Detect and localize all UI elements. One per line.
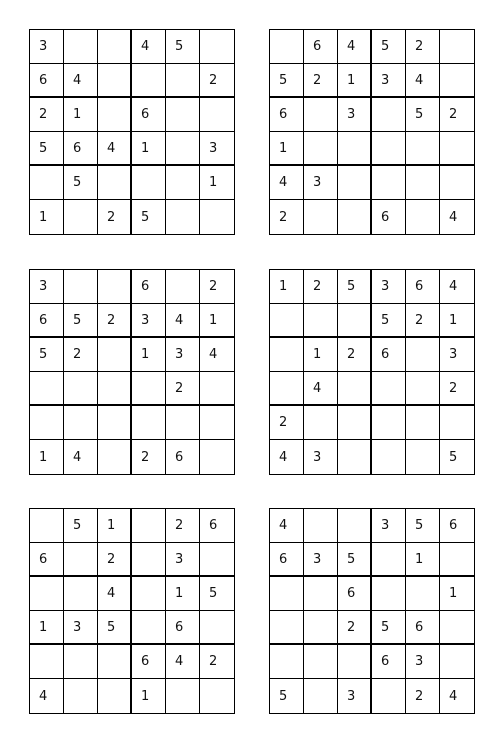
sudoku-cell[interactable]: 4 xyxy=(440,270,474,304)
sudoku-cell[interactable]: 2 xyxy=(200,645,234,679)
sudoku-cell[interactable]: 1 xyxy=(30,611,64,645)
sudoku-cell[interactable]: 5 xyxy=(406,98,440,132)
sudoku-cell[interactable] xyxy=(200,679,234,713)
sudoku-cell[interactable] xyxy=(30,406,64,440)
sudoku-cell[interactable]: 2 xyxy=(98,200,132,234)
sudoku-cell[interactable] xyxy=(440,166,474,200)
sudoku-cell[interactable] xyxy=(304,645,338,679)
sudoku-cell[interactable] xyxy=(372,98,406,132)
sudoku-cell[interactable] xyxy=(166,64,200,98)
sudoku-cell[interactable] xyxy=(338,132,372,166)
sudoku-cell[interactable] xyxy=(64,577,98,611)
sudoku-cell[interactable] xyxy=(372,577,406,611)
sudoku-cell[interactable] xyxy=(30,166,64,200)
sudoku-cell[interactable] xyxy=(406,440,440,474)
sudoku-cell[interactable]: 2 xyxy=(270,200,304,234)
sudoku-cell[interactable]: 5 xyxy=(372,611,406,645)
sudoku-cell[interactable] xyxy=(64,372,98,406)
sudoku-cell[interactable] xyxy=(98,372,132,406)
sudoku-cell[interactable]: 1 xyxy=(132,338,166,372)
sudoku-cell[interactable]: 3 xyxy=(372,509,406,543)
sudoku-cell[interactable] xyxy=(406,166,440,200)
sudoku-cell[interactable] xyxy=(372,543,406,577)
sudoku-cell[interactable]: 5 xyxy=(132,200,166,234)
sudoku-cell[interactable] xyxy=(406,406,440,440)
sudoku-cell[interactable]: 5 xyxy=(64,304,98,338)
sudoku-cell[interactable]: 6 xyxy=(338,577,372,611)
sudoku-cell[interactable] xyxy=(440,406,474,440)
sudoku-cell[interactable] xyxy=(98,679,132,713)
sudoku-cell[interactable]: 3 xyxy=(338,679,372,713)
sudoku-cell[interactable]: 5 xyxy=(372,304,406,338)
sudoku-cell[interactable] xyxy=(270,577,304,611)
sudoku-cell[interactable] xyxy=(98,166,132,200)
sudoku-cell[interactable]: 2 xyxy=(406,304,440,338)
sudoku-cell[interactable] xyxy=(338,372,372,406)
sudoku-cell[interactable] xyxy=(270,645,304,679)
sudoku-cell[interactable] xyxy=(304,98,338,132)
sudoku-cell[interactable]: 6 xyxy=(30,304,64,338)
sudoku-cell[interactable]: 5 xyxy=(372,30,406,64)
sudoku-cell[interactable]: 3 xyxy=(304,166,338,200)
sudoku-cell[interactable]: 6 xyxy=(132,98,166,132)
sudoku-cell[interactable] xyxy=(304,406,338,440)
sudoku-cell[interactable] xyxy=(98,98,132,132)
sudoku-cell[interactable]: 6 xyxy=(64,132,98,166)
sudoku-cell[interactable] xyxy=(132,543,166,577)
sudoku-cell[interactable]: 2 xyxy=(64,338,98,372)
sudoku-cell[interactable]: 3 xyxy=(338,98,372,132)
sudoku-cell[interactable]: 6 xyxy=(132,270,166,304)
sudoku-cell[interactable] xyxy=(166,679,200,713)
sudoku-cell[interactable]: 4 xyxy=(338,30,372,64)
sudoku-puzzle-5 xyxy=(29,508,235,714)
sudoku-cell[interactable] xyxy=(98,406,132,440)
sudoku-cell[interactable] xyxy=(304,577,338,611)
sudoku-cell[interactable] xyxy=(30,577,64,611)
sudoku-cell[interactable] xyxy=(304,304,338,338)
sudoku-cell[interactable]: 3 xyxy=(304,543,338,577)
sudoku-cell[interactable] xyxy=(98,645,132,679)
sudoku-cell[interactable] xyxy=(270,338,304,372)
sudoku-cell[interactable]: 1 xyxy=(270,132,304,166)
sudoku-cell[interactable] xyxy=(98,64,132,98)
sudoku-cell[interactable]: 2 xyxy=(98,304,132,338)
sudoku-cell[interactable]: 4 xyxy=(132,30,166,64)
sudoku-cell[interactable] xyxy=(132,64,166,98)
sudoku-cell[interactable] xyxy=(200,200,234,234)
sudoku-cell[interactable]: 2 xyxy=(338,611,372,645)
sudoku-cell[interactable]: 6 xyxy=(406,611,440,645)
sudoku-cell[interactable]: 4 xyxy=(200,338,234,372)
sudoku-cell[interactable] xyxy=(372,440,406,474)
sudoku-cell[interactable] xyxy=(406,338,440,372)
sudoku-cell[interactable] xyxy=(304,132,338,166)
sudoku-cell[interactable] xyxy=(372,406,406,440)
sudoku-cell[interactable]: 1 xyxy=(30,440,64,474)
sudoku-cell[interactable]: 2 xyxy=(440,372,474,406)
sudoku-cell[interactable] xyxy=(132,166,166,200)
sudoku-cell[interactable] xyxy=(372,132,406,166)
sudoku-cell[interactable]: 1 xyxy=(440,577,474,611)
sudoku-cell[interactable]: 3 xyxy=(64,611,98,645)
sudoku-cell[interactable]: 3 xyxy=(30,30,64,64)
sudoku-cell[interactable] xyxy=(372,679,406,713)
sudoku-cell[interactable]: 4 xyxy=(406,64,440,98)
sudoku-cell[interactable]: 4 xyxy=(98,132,132,166)
sudoku-cell[interactable]: 1 xyxy=(338,64,372,98)
sudoku-cell[interactable]: 6 xyxy=(166,440,200,474)
sudoku-cell[interactable] xyxy=(64,645,98,679)
sudoku-cell[interactable]: 5 xyxy=(270,679,304,713)
sudoku-cell[interactable]: 1 xyxy=(200,166,234,200)
sudoku-cell[interactable]: 5 xyxy=(338,270,372,304)
sudoku-cell[interactable]: 5 xyxy=(406,509,440,543)
sudoku-cell[interactable]: 6 xyxy=(132,645,166,679)
sudoku-cell[interactable]: 6 xyxy=(270,98,304,132)
sudoku-cell[interactable]: 4 xyxy=(449,688,458,704)
sudoku-cell[interactable] xyxy=(200,372,234,406)
sudoku-cell[interactable] xyxy=(304,509,338,543)
sudoku-cell[interactable] xyxy=(166,98,200,132)
sudoku-cell[interactable] xyxy=(166,200,200,234)
sudoku-cell[interactable] xyxy=(372,372,406,406)
sudoku-cell[interactable]: 1 xyxy=(304,338,338,372)
sudoku-cell[interactable]: 2 xyxy=(406,30,440,64)
sudoku-cell[interactable]: 1 xyxy=(440,304,474,338)
sudoku-cell[interactable]: 2 xyxy=(98,543,132,577)
sudoku-cell[interactable] xyxy=(304,200,338,234)
sudoku-cell[interactable]: 1 xyxy=(406,543,440,577)
sudoku-cell[interactable] xyxy=(406,577,440,611)
sudoku-cell[interactable]: 1 xyxy=(98,509,132,543)
sudoku-cell[interactable]: 4 xyxy=(98,577,132,611)
sudoku-cell[interactable]: 4 xyxy=(64,440,98,474)
sudoku-cell[interactable] xyxy=(338,645,372,679)
sudoku-cell[interactable] xyxy=(338,166,372,200)
sudoku-cell[interactable] xyxy=(406,200,440,234)
sudoku-cell[interactable]: 3 xyxy=(200,132,234,166)
sudoku-cell[interactable]: 6 xyxy=(440,509,474,543)
sudoku-cell[interactable] xyxy=(406,372,440,406)
sudoku-cell[interactable]: 3 xyxy=(166,338,200,372)
sudoku-cell[interactable] xyxy=(200,440,234,474)
sudoku-cell[interactable] xyxy=(338,509,372,543)
sudoku-cell[interactable]: 2 xyxy=(30,98,64,132)
sudoku-cell[interactable]: 3 xyxy=(132,304,166,338)
sudoku-cell[interactable]: 3 xyxy=(406,645,440,679)
sudoku-cell[interactable] xyxy=(440,30,474,64)
sudoku-cell[interactable] xyxy=(98,270,132,304)
sudoku-cell[interactable]: 2 xyxy=(166,372,200,406)
sudoku-cell[interactable] xyxy=(338,200,372,234)
sudoku-cell[interactable] xyxy=(132,372,166,406)
sudoku-cell[interactable] xyxy=(338,304,372,338)
sudoku-cell[interactable] xyxy=(166,270,200,304)
sudoku-cell[interactable]: 3 xyxy=(440,338,474,372)
sudoku-cell[interactable] xyxy=(166,132,200,166)
sudoku-cell[interactable]: 1 xyxy=(200,304,234,338)
sudoku-cell[interactable]: 5 xyxy=(200,577,234,611)
sudoku-cell[interactable] xyxy=(200,30,234,64)
sudoku-cell[interactable] xyxy=(304,679,338,713)
sudoku-cell[interactable]: 4 xyxy=(270,440,304,474)
sudoku-cell[interactable]: 2 xyxy=(270,406,304,440)
sudoku-cell[interactable]: 5 xyxy=(338,543,372,577)
sudoku-cell[interactable]: 6 xyxy=(200,509,234,543)
sudoku-cell[interactable] xyxy=(200,98,234,132)
sudoku-cell[interactable]: 1 xyxy=(132,132,166,166)
sudoku-cell[interactable] xyxy=(30,372,64,406)
sudoku-cell[interactable] xyxy=(98,440,132,474)
sudoku-cell[interactable]: 2 xyxy=(132,440,166,474)
sudoku-cell[interactable]: 6 xyxy=(270,543,304,577)
sudoku-cell[interactable] xyxy=(64,270,98,304)
sudoku-cell[interactable]: 6 xyxy=(30,64,64,98)
sudoku-cell[interactable]: 5 xyxy=(270,64,304,98)
sudoku-cell[interactable] xyxy=(64,543,98,577)
sudoku-cell[interactable] xyxy=(64,200,98,234)
sudoku-cell[interactable] xyxy=(132,611,166,645)
sudoku-cell[interactable] xyxy=(200,543,234,577)
sudoku-cell[interactable]: 4 xyxy=(270,509,304,543)
sudoku-cell[interactable]: 3 xyxy=(372,270,406,304)
sudoku-cell[interactable]: 4 xyxy=(166,645,200,679)
sudoku-cell[interactable]: 5 xyxy=(30,338,64,372)
sudoku-cell[interactable]: 2 xyxy=(440,98,474,132)
sudoku-cell[interactable]: 3 xyxy=(372,64,406,98)
sudoku-cell[interactable]: 5 xyxy=(64,166,98,200)
sudoku-cell[interactable]: 4 xyxy=(270,166,304,200)
sudoku-cell[interactable] xyxy=(270,372,304,406)
sudoku-cell[interactable]: 1 xyxy=(30,200,64,234)
sudoku-puzzle-4 xyxy=(269,269,475,475)
sudoku-cell[interactable] xyxy=(440,132,474,166)
sudoku-cell[interactable] xyxy=(270,611,304,645)
sudoku-puzzle-1 xyxy=(29,29,235,235)
sudoku-cell[interactable] xyxy=(64,406,98,440)
sudoku-cell[interactable] xyxy=(64,679,98,713)
sudoku-cell[interactable]: 6 xyxy=(30,543,64,577)
sudoku-cell[interactable] xyxy=(440,64,474,98)
sudoku-cell[interactable]: 6 xyxy=(372,338,406,372)
sudoku-cell[interactable]: 4 xyxy=(30,679,64,713)
sudoku-cell[interactable]: 3 xyxy=(30,270,64,304)
sudoku-cell[interactable]: 4 xyxy=(304,372,338,406)
sudoku-cell[interactable]: 1 xyxy=(64,98,98,132)
sudoku-cell[interactable]: 4 xyxy=(64,64,98,98)
sudoku-cell[interactable] xyxy=(132,509,166,543)
sudoku-cell[interactable]: 2 xyxy=(200,64,234,98)
sudoku-cell[interactable] xyxy=(132,577,166,611)
sudoku-cell[interactable]: 6 xyxy=(406,270,440,304)
sudoku-cell[interactable]: 6 xyxy=(372,645,406,679)
sudoku-cell[interactable]: 2 xyxy=(304,64,338,98)
sudoku-cell[interactable] xyxy=(304,611,338,645)
sudoku-cell[interactable]: 3 xyxy=(304,440,338,474)
sudoku-cell[interactable] xyxy=(406,132,440,166)
sudoku-cell[interactable] xyxy=(166,166,200,200)
sudoku-cell[interactable]: 4 xyxy=(449,209,458,225)
sudoku-cell[interactable] xyxy=(440,611,474,645)
sudoku-cell[interactable]: 5 xyxy=(449,449,458,465)
sudoku-cell[interactable]: 2 xyxy=(166,509,200,543)
sudoku-cell[interactable] xyxy=(440,645,474,679)
sudoku-cell[interactable]: 6 xyxy=(166,611,200,645)
sudoku-cell[interactable]: 2 xyxy=(406,679,440,713)
sudoku-cell[interactable]: 1 xyxy=(270,270,304,304)
sudoku-cell[interactable]: 2 xyxy=(200,270,234,304)
sudoku-cell[interactable] xyxy=(64,30,98,64)
sudoku-cell[interactable] xyxy=(270,30,304,64)
sudoku-cell[interactable] xyxy=(338,440,372,474)
sudoku-cell[interactable] xyxy=(98,30,132,64)
sudoku-cell[interactable]: 3 xyxy=(166,543,200,577)
sudoku-cell[interactable] xyxy=(200,611,234,645)
sudoku-cell[interactable] xyxy=(270,304,304,338)
sudoku-cell[interactable]: 6 xyxy=(372,200,406,234)
sudoku-cell[interactable] xyxy=(166,406,200,440)
sudoku-cell[interactable]: 1 xyxy=(166,577,200,611)
sudoku-puzzle-6 xyxy=(269,508,475,714)
sudoku-cell[interactable]: 5 xyxy=(166,30,200,64)
sudoku-cell[interactable] xyxy=(98,338,132,372)
sudoku-cell[interactable]: 6 xyxy=(304,30,338,64)
sudoku-cell[interactable] xyxy=(30,509,64,543)
sudoku-cell[interactable]: 2 xyxy=(338,338,372,372)
sudoku-puzzle-2 xyxy=(269,29,475,235)
sudoku-cell[interactable] xyxy=(440,543,474,577)
sudoku-cell[interactable]: 2 xyxy=(304,270,338,304)
sudoku-cell[interactable] xyxy=(338,406,372,440)
sudoku-cell[interactable]: 1 xyxy=(132,679,166,713)
sudoku-cell[interactable]: 4 xyxy=(166,304,200,338)
sudoku-cell[interactable]: 5 xyxy=(98,611,132,645)
sudoku-cell[interactable] xyxy=(132,406,166,440)
sudoku-cell[interactable] xyxy=(372,166,406,200)
sudoku-cell[interactable] xyxy=(30,645,64,679)
sudoku-puzzle-3 xyxy=(29,269,235,475)
sudoku-cell[interactable] xyxy=(200,406,234,440)
sudoku-cell[interactable]: 5 xyxy=(64,509,98,543)
sudoku-cell[interactable]: 5 xyxy=(30,132,64,166)
